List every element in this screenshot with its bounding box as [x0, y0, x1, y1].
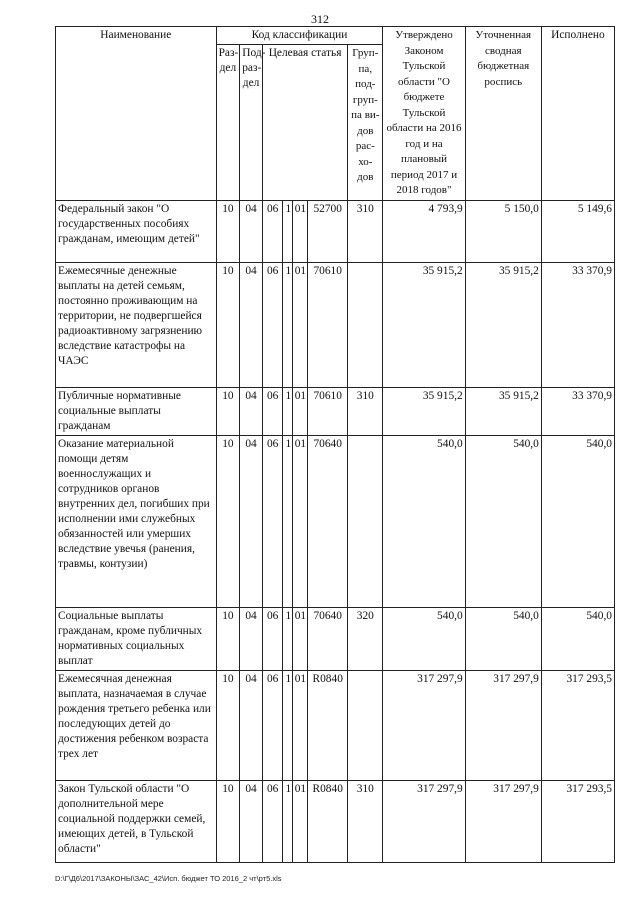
row-name-cell: Публичные нормативные социальные выплаты гражданам: [56, 388, 217, 436]
row-expense-group-cell: 310: [348, 781, 383, 863]
row-article-part-d-cell: 70640: [308, 608, 348, 671]
row-expense-group-cell: [348, 263, 383, 388]
table-row: [56, 671, 615, 781]
table-body: [56, 201, 615, 863]
row-article-part-a-cell: 06: [262, 263, 283, 388]
row-section-cell: 10: [216, 608, 240, 671]
row-executed-cell: 33 370,9: [541, 388, 614, 436]
row-article-part-d-cell: 70610: [308, 388, 348, 436]
row-article-part-d-cell: R0840: [308, 671, 348, 781]
column-header-name: Наименование: [56, 27, 217, 201]
row-section-cell: 10: [216, 781, 240, 863]
row-refined-cell: 35 915,2: [465, 263, 541, 388]
row-refined-cell: 540,0: [465, 436, 541, 608]
row-subsection-cell: 04: [240, 388, 263, 436]
row-article-part-a-cell: 06: [262, 671, 283, 781]
row-name-cell: Оказание материальной помощи детям военнослужащих и сотрудников органов внутренних дел, погибших при исполнении ими служебных обязанностей или умерших вследствие увечья (ранения, травмы, контузии): [56, 436, 217, 608]
row-executed-cell: 317 293,5: [541, 781, 614, 863]
row-expense-group-cell: 310: [348, 388, 383, 436]
column-header-expense-group: Груп- па, под- груп- па ви- дов рас- хо- дов: [348, 45, 383, 201]
row-section-cell: 10: [216, 263, 240, 388]
row-refined-cell: 317 297,9: [465, 671, 541, 781]
row-article-part-c-cell: 01: [292, 388, 307, 436]
row-article-part-b-cell: 1: [283, 781, 292, 863]
row-approved-cell: 540,0: [383, 608, 465, 671]
row-approved-cell: 35 915,2: [383, 263, 465, 388]
row-article-part-c-cell: 01: [292, 201, 307, 263]
row-article-part-d-cell: R0840: [308, 781, 348, 863]
row-approved-cell: 317 297,9: [383, 671, 465, 781]
column-header-approved: Утверждено Законом Тульской области "О бюджете Тульской области на 2016 год и на плановый период 2017 и 2018 годов": [383, 27, 465, 201]
row-refined-cell: 5 150,0: [465, 201, 541, 263]
row-name-cell: Ежемесячные денежные выплаты на детей семьям, постоянно проживающим на территории, не подвергшейся радиоактивному загрязнению вследствие катастрофы на ЧАЭС: [56, 263, 217, 388]
row-executed-cell: 33 370,9: [541, 263, 614, 388]
row-name-cell: Ежемесячная денежная выплата, назначаемая в случае рождения третьего ребенка или последующих детей до достижения ребенком возраста трех лет: [56, 671, 217, 781]
row-article-part-a-cell: 06: [262, 388, 283, 436]
row-approved-cell: 4 793,9: [383, 201, 465, 263]
column-header-executed: Исполнено: [541, 27, 614, 201]
row-section-cell: 10: [216, 388, 240, 436]
column-header-target-article: Целевая статья: [262, 45, 347, 201]
row-expense-group-cell: 320: [348, 608, 383, 671]
row-article-part-c-cell: 01: [292, 671, 307, 781]
row-expense-group-cell: [348, 671, 383, 781]
row-executed-cell: 540,0: [541, 436, 614, 608]
row-section-cell: 10: [216, 671, 240, 781]
row-article-part-a-cell: 06: [262, 608, 283, 671]
row-approved-cell: 540,0: [383, 436, 465, 608]
table-header: [56, 27, 615, 201]
row-approved-cell: 35 915,2: [383, 388, 465, 436]
row-article-part-c-cell: 01: [292, 608, 307, 671]
column-header-code-group: Код классификации: [216, 27, 383, 45]
row-executed-cell: 5 149,6: [541, 201, 614, 263]
row-article-part-d-cell: 70640: [308, 436, 348, 608]
row-section-cell: 10: [216, 201, 240, 263]
row-article-part-d-cell: 52700: [308, 201, 348, 263]
row-article-part-b-cell: 1: [283, 201, 292, 263]
row-expense-group-cell: [348, 436, 383, 608]
row-article-part-b-cell: 1: [283, 263, 292, 388]
table-row: [56, 201, 615, 263]
row-name-cell: Социальные выплаты гражданам, кроме публичных нормативных социальных выплат: [56, 608, 217, 671]
row-article-part-d-cell: 70610: [308, 263, 348, 388]
table-row: [56, 781, 615, 863]
row-article-part-b-cell: 1: [283, 671, 292, 781]
row-article-part-c-cell: 01: [292, 263, 307, 388]
row-article-part-c-cell: 01: [292, 781, 307, 863]
row-subsection-cell: 04: [240, 608, 263, 671]
row-subsection-cell: 04: [240, 781, 263, 863]
row-name-cell: Закон Тульской области "О дополнительной мере социальной поддержки семей, имеющих детей, в Тульской области": [56, 781, 217, 863]
row-article-part-a-cell: 06: [262, 201, 283, 263]
column-header-refined: Уточненная сводная бюджетная роспись: [465, 27, 541, 201]
row-executed-cell: 540,0: [541, 608, 614, 671]
row-subsection-cell: 04: [240, 671, 263, 781]
column-header-section: Раз- дел: [216, 45, 240, 201]
row-name-cell: Федеральный закон "О государственных пособиях гражданам, имеющим детей": [56, 201, 217, 263]
row-executed-cell: 317 293,5: [541, 671, 614, 781]
row-article-part-b-cell: 1: [283, 608, 292, 671]
table-row: [56, 388, 615, 436]
row-subsection-cell: 04: [240, 436, 263, 608]
table-row: [56, 263, 615, 388]
row-refined-cell: 540,0: [465, 608, 541, 671]
row-approved-cell: 317 297,9: [383, 781, 465, 863]
table-row: [56, 608, 615, 671]
page-number: 312: [311, 12, 329, 26]
row-article-part-a-cell: 06: [262, 436, 283, 608]
row-subsection-cell: 04: [240, 201, 263, 263]
row-refined-cell: 317 297,9: [465, 781, 541, 863]
row-article-part-c-cell: 01: [292, 436, 307, 608]
row-expense-group-cell: 310: [348, 201, 383, 263]
budget-table: [55, 26, 615, 863]
row-refined-cell: 35 915,2: [465, 388, 541, 436]
row-section-cell: 10: [216, 436, 240, 608]
table-row: [56, 436, 615, 608]
row-article-part-b-cell: 1: [283, 436, 292, 608]
row-article-part-b-cell: 1: [283, 388, 292, 436]
row-article-part-a-cell: 06: [262, 781, 283, 863]
column-header-subsection: Под- раз- дел: [240, 45, 263, 201]
file-path-footer: D:\Г\Д6\2017\ЗАКОНЫ\ЗАС_42\Исп. бюджет ТО 2016_2 чт\рт5.xls: [55, 874, 282, 883]
row-subsection-cell: 04: [240, 263, 263, 388]
